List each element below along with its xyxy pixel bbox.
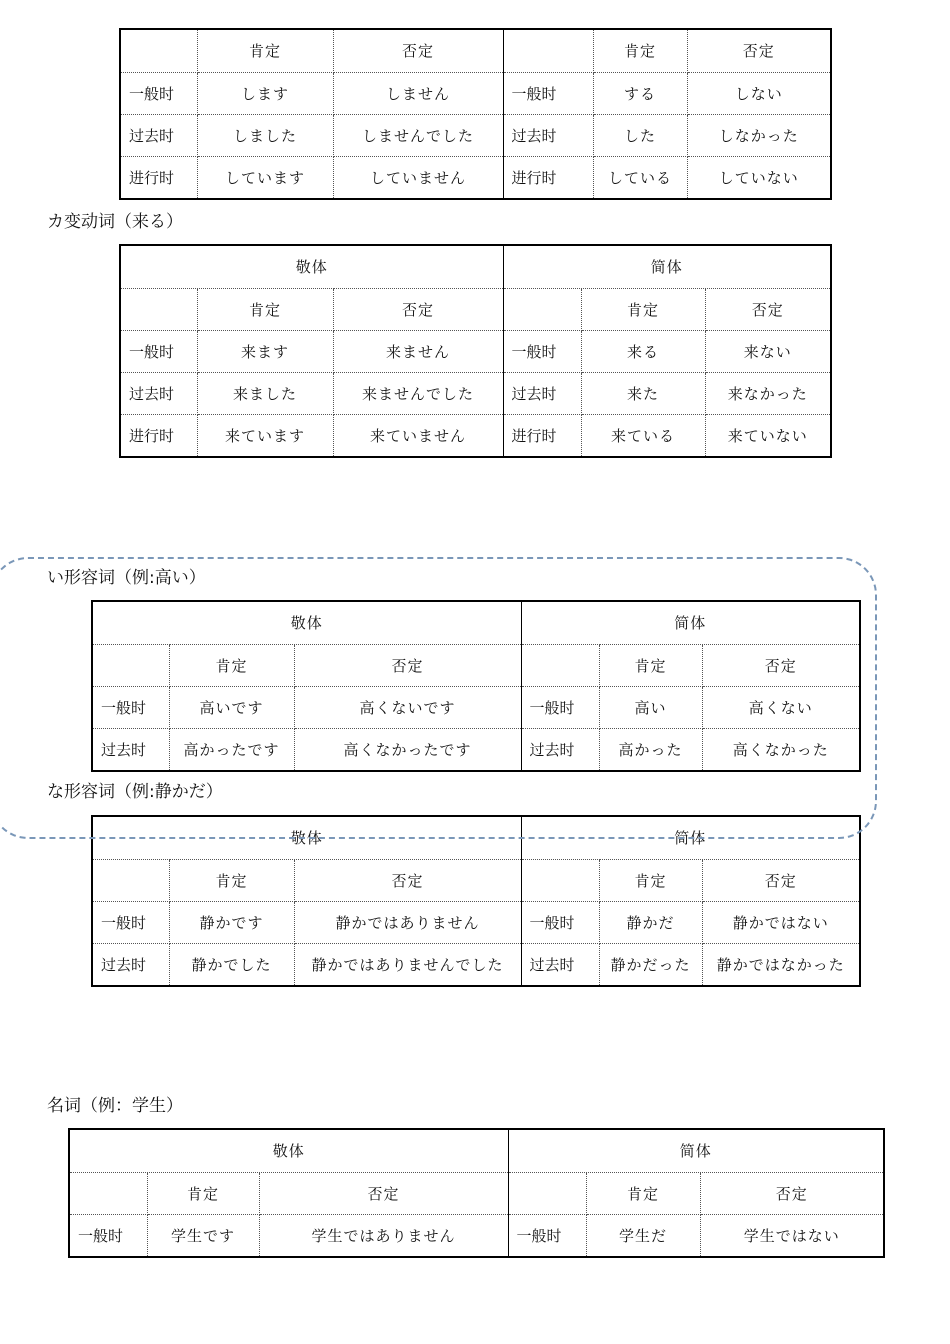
plain-negative-cell: 静かではなかった bbox=[702, 943, 860, 986]
tense-label: 一般时 bbox=[521, 901, 599, 943]
section-title-noun: 名词（例：学生） bbox=[47, 1096, 183, 1116]
noun-conjugation-table bbox=[68, 1128, 885, 1258]
header-cell: 肯定 bbox=[593, 29, 687, 72]
header-cell bbox=[521, 644, 599, 686]
tense-label: 一般时 bbox=[120, 72, 197, 114]
polite-positive-cell: しています bbox=[197, 156, 333, 199]
polite-positive-cell: 学生です bbox=[147, 1214, 259, 1257]
tense-label: 过去时 bbox=[521, 728, 599, 771]
polite-group-header: 敬体 bbox=[92, 601, 521, 644]
polite-positive-cell: 高いです bbox=[169, 686, 294, 728]
tense-label: 一般时 bbox=[69, 1214, 147, 1257]
plain-negative-cell: 高くなかった bbox=[702, 728, 860, 771]
polite-negative-cell: 高くないです bbox=[294, 686, 521, 728]
plain-positive-cell: 来た bbox=[581, 372, 705, 414]
header-cell: 肯定 bbox=[581, 288, 705, 330]
polite-group-header: 敬体 bbox=[69, 1129, 508, 1172]
table-row bbox=[120, 372, 831, 414]
table-header-row bbox=[92, 859, 860, 901]
plain-positive-cell: 学生だ bbox=[586, 1214, 700, 1257]
polite-negative-cell: 高くなかったです bbox=[294, 728, 521, 771]
header-cell bbox=[92, 859, 169, 901]
header-cell: 否定 bbox=[702, 859, 860, 901]
group-header-row bbox=[92, 601, 860, 644]
i-adjective-conjugation-table bbox=[91, 600, 861, 772]
polite-positive-cell: 静かです bbox=[169, 901, 294, 943]
header-cell: 否定 bbox=[702, 644, 860, 686]
plain-group-header: 简体 bbox=[508, 1129, 884, 1172]
header-cell bbox=[69, 1172, 147, 1214]
table-header-row bbox=[120, 288, 831, 330]
table-row bbox=[120, 156, 831, 199]
section-title-kuru: カ变动词（来る） bbox=[47, 212, 183, 232]
tense-label: 一般时 bbox=[503, 72, 593, 114]
tense-label: 过去时 bbox=[521, 943, 599, 986]
header-cell bbox=[503, 288, 581, 330]
table-row bbox=[92, 943, 860, 986]
tense-label: 一般时 bbox=[508, 1214, 586, 1257]
header-cell bbox=[521, 859, 599, 901]
tense-label: 过去时 bbox=[503, 372, 581, 414]
plain-negative-cell: しない bbox=[687, 72, 831, 114]
header-cell: 肯定 bbox=[147, 1172, 259, 1214]
plain-negative-cell: 学生ではない bbox=[700, 1214, 884, 1257]
plain-positive-cell: 静かだった bbox=[599, 943, 702, 986]
section-title-na-adjective: な形容词（例:静かだ） bbox=[47, 782, 223, 802]
group-header-row bbox=[120, 245, 831, 288]
group-header-row bbox=[69, 1129, 884, 1172]
table-row bbox=[92, 686, 860, 728]
plain-positive-cell: 来る bbox=[581, 330, 705, 372]
tense-label: 过去时 bbox=[120, 372, 197, 414]
polite-positive-cell: 高かったです bbox=[169, 728, 294, 771]
polite-positive-cell: 来ます bbox=[197, 330, 333, 372]
header-cell: 肯定 bbox=[169, 644, 294, 686]
header-cell: 否定 bbox=[259, 1172, 508, 1214]
kuru-conjugation-table bbox=[119, 244, 832, 458]
tense-label: 过去时 bbox=[92, 728, 169, 771]
plain-positive-cell: している bbox=[593, 156, 687, 199]
tense-label: 过去时 bbox=[120, 114, 197, 156]
header-cell: 否定 bbox=[705, 288, 831, 330]
polite-positive-cell: します bbox=[197, 72, 333, 114]
polite-negative-cell: 来ません bbox=[333, 330, 503, 372]
table-row bbox=[69, 1214, 884, 1257]
na-adjective-conjugation-table bbox=[91, 815, 861, 987]
plain-positive-cell: 静かだ bbox=[599, 901, 702, 943]
plain-group-header: 简体 bbox=[521, 601, 860, 644]
polite-negative-cell: しません bbox=[333, 72, 503, 114]
header-cell: 否定 bbox=[333, 288, 503, 330]
polite-negative-cell: 来ていません bbox=[333, 414, 503, 457]
suru-conjugation-table bbox=[119, 28, 832, 200]
header-cell: 否定 bbox=[333, 29, 503, 72]
plain-negative-cell: 静かではない bbox=[702, 901, 860, 943]
tense-label: 一般时 bbox=[503, 330, 581, 372]
plain-negative-cell: 来ない bbox=[705, 330, 831, 372]
tense-label: 一般时 bbox=[92, 901, 169, 943]
table-header-row bbox=[92, 644, 860, 686]
header-cell: 肯定 bbox=[197, 288, 333, 330]
tense-label: 一般时 bbox=[120, 330, 197, 372]
header-cell: 否定 bbox=[700, 1172, 884, 1214]
plain-negative-cell: 来ていない bbox=[705, 414, 831, 457]
plain-negative-cell: 来なかった bbox=[705, 372, 831, 414]
header-cell bbox=[120, 288, 197, 330]
polite-negative-cell: 静かではありませんでした bbox=[294, 943, 521, 986]
table-row bbox=[120, 330, 831, 372]
table-row bbox=[92, 728, 860, 771]
header-cell bbox=[508, 1172, 586, 1214]
header-cell: 否定 bbox=[687, 29, 831, 72]
plain-positive-cell: 来ている bbox=[581, 414, 705, 457]
tense-label: 进行时 bbox=[120, 414, 197, 457]
table-header-row bbox=[69, 1172, 884, 1214]
plain-positive-cell: 高かった bbox=[599, 728, 702, 771]
polite-negative-cell: 学生ではありません bbox=[259, 1214, 508, 1257]
polite-negative-cell: していません bbox=[333, 156, 503, 199]
header-cell: 否定 bbox=[294, 644, 521, 686]
polite-group-header: 敬体 bbox=[92, 816, 521, 859]
polite-negative-cell: 来ませんでした bbox=[333, 372, 503, 414]
plain-negative-cell: 高くない bbox=[702, 686, 860, 728]
header-cell bbox=[92, 644, 169, 686]
header-cell: 肯定 bbox=[197, 29, 333, 72]
section-title-i-adjective: い形容词（例:高い） bbox=[47, 568, 206, 588]
header-cell: 肯定 bbox=[586, 1172, 700, 1214]
plain-negative-cell: しなかった bbox=[687, 114, 831, 156]
polite-group-header: 敬体 bbox=[120, 245, 503, 288]
plain-positive-cell: した bbox=[593, 114, 687, 156]
polite-positive-cell: 静かでした bbox=[169, 943, 294, 986]
plain-negative-cell: していない bbox=[687, 156, 831, 199]
plain-group-header: 简体 bbox=[503, 245, 831, 288]
table-row bbox=[120, 114, 831, 156]
header-cell bbox=[120, 29, 197, 72]
tense-label: 一般时 bbox=[92, 686, 169, 728]
polite-negative-cell: 静かではありません bbox=[294, 901, 521, 943]
table-row bbox=[120, 72, 831, 114]
table-header-row bbox=[120, 29, 831, 72]
group-header-row bbox=[92, 816, 860, 859]
plain-positive-cell: 高い bbox=[599, 686, 702, 728]
tense-label: 进行时 bbox=[503, 414, 581, 457]
header-cell bbox=[503, 29, 593, 72]
table-row bbox=[120, 414, 831, 457]
header-cell: 否定 bbox=[294, 859, 521, 901]
tense-label: 一般时 bbox=[521, 686, 599, 728]
header-cell: 肯定 bbox=[599, 859, 702, 901]
polite-positive-cell: 来ました bbox=[197, 372, 333, 414]
header-cell: 肯定 bbox=[169, 859, 294, 901]
plain-positive-cell: する bbox=[593, 72, 687, 114]
polite-positive-cell: しました bbox=[197, 114, 333, 156]
polite-negative-cell: しませんでした bbox=[333, 114, 503, 156]
polite-positive-cell: 来ています bbox=[197, 414, 333, 457]
plain-group-header: 简体 bbox=[521, 816, 860, 859]
table-row bbox=[92, 901, 860, 943]
tense-label: 过去时 bbox=[503, 114, 593, 156]
tense-label: 进行时 bbox=[120, 156, 197, 199]
header-cell: 肯定 bbox=[599, 644, 702, 686]
tense-label: 过去时 bbox=[92, 943, 169, 986]
tense-label: 进行时 bbox=[503, 156, 593, 199]
